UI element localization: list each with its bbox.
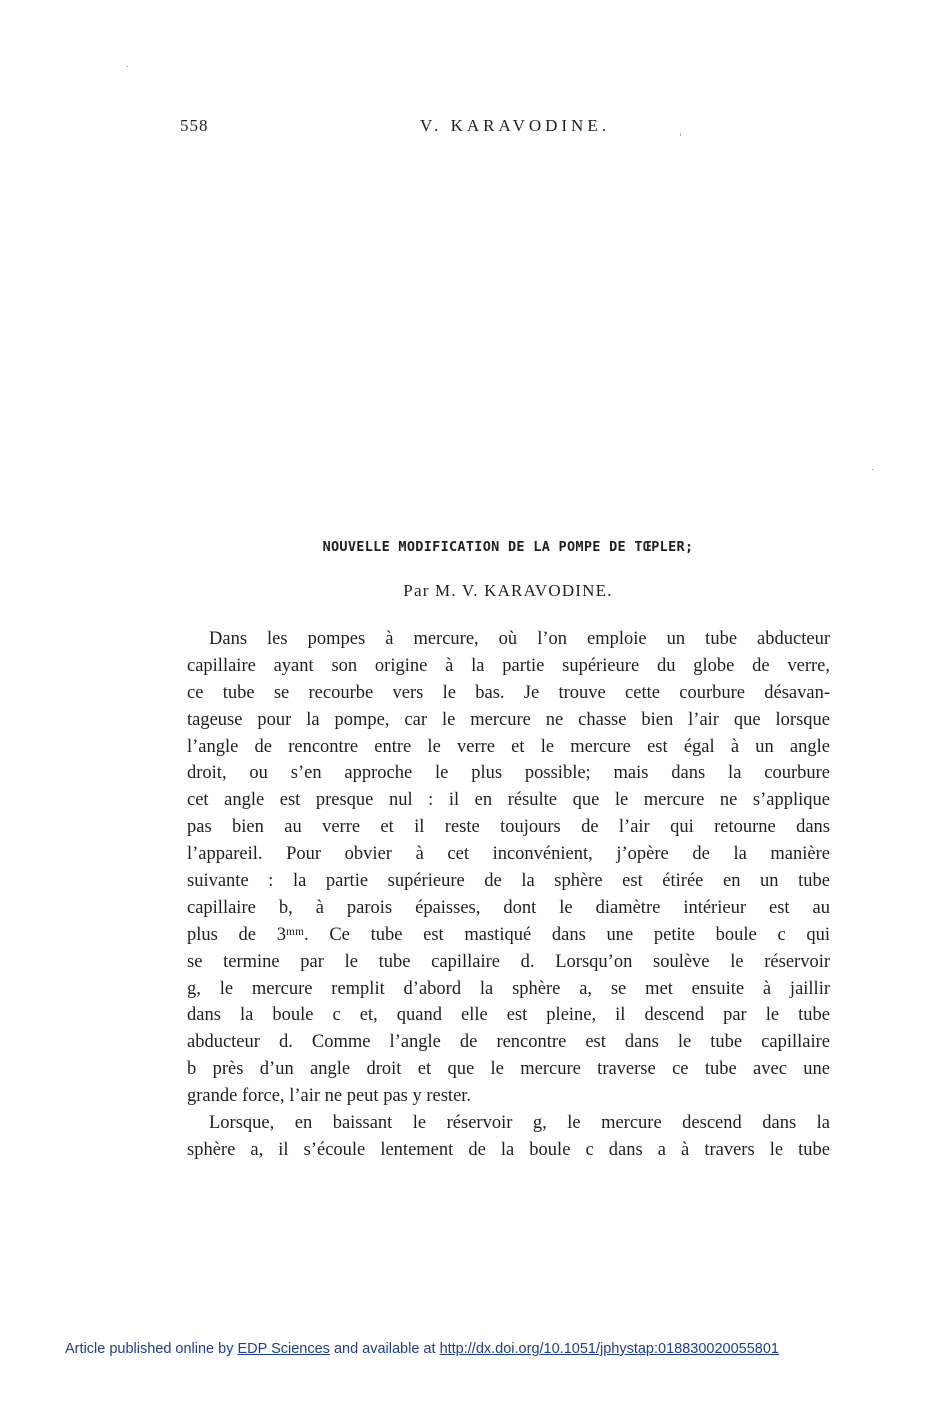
running-head bbox=[0, 116, 930, 140]
article-body bbox=[187, 626, 830, 1164]
body-line: ce tube se recourbe vers le bas. Je trouve cette courbure désavan- bbox=[187, 682, 830, 703]
notice-prefix: Article published online by bbox=[65, 1341, 238, 1357]
body-line: grande force, l’air ne peut pas y rester. bbox=[187, 1086, 472, 1107]
body-line: g, le mercure remplit d’abord la sphère a, se met ensuite à jaillir bbox=[187, 978, 830, 999]
publication-notice bbox=[65, 1341, 779, 1357]
body-line: capillaire ayant son origine à la partie supérieure du globe de verre, bbox=[187, 655, 830, 676]
author-byline: Par M. V. KARAVODINE. bbox=[403, 581, 613, 600]
page-number: 558 bbox=[180, 116, 209, 135]
body-line: suivante : la partie supérieure de la sphère est étirée en un tube bbox=[187, 871, 830, 892]
body-line: plus de 3ᵐᵐ. Ce tube est mastiqué dans une petite boule c qui bbox=[187, 924, 830, 945]
body-line: pas bien au verre et il reste toujours de l’air qui retourne dans bbox=[187, 817, 830, 838]
body-line: droit, ou s’en approche le plus possible; mais dans la courbure bbox=[187, 763, 830, 784]
publisher-link[interactable]: EDP Sciences bbox=[237, 1341, 330, 1357]
scan-speck bbox=[126, 66, 128, 67]
body-line: Lorsque, en baissant le réservoir g, le mercure descend dans la bbox=[209, 1113, 830, 1134]
body-line: cet angle est presque nul : il en résulte que le mercure ne s’applique bbox=[187, 790, 830, 811]
body-line: sphère a, il s’écoule lentement de la boule c dans a à travers le tube bbox=[187, 1139, 830, 1160]
body-line: b près d’un angle droit et que le mercure traverse ce tube avec une bbox=[187, 1059, 830, 1080]
body-line: abducteur d. Comme l’angle de rencontre est dans le tube capillaire bbox=[187, 1032, 830, 1053]
body-line: l’appareil. Pour obvier à cet inconvénient, j’opère de la manière bbox=[187, 844, 830, 865]
body-line: tageuse pour la pompe, car le mercure ne chasse bien l’air que lorsque bbox=[187, 709, 830, 730]
body-line: dans la boule c et, quand elle est pleine, il descend par le tube bbox=[187, 1005, 830, 1026]
body-line: Dans les pompes à mercure, où l’on emploie un tube abducteur bbox=[209, 629, 830, 649]
body-line: capillaire b, à parois épaisses, dont le diamètre intérieur est au bbox=[187, 897, 830, 918]
scan-speck bbox=[872, 469, 874, 470]
body-line: se termine par le tube capillaire d. Lorsqu’on soulève le réservoir bbox=[187, 951, 830, 972]
body-line: l’angle de rencontre entre le verre et le mercure est égal à un angle bbox=[187, 736, 830, 757]
notice-middle: and available at bbox=[329, 1341, 440, 1357]
running-title: V. KARAVODINE. bbox=[420, 116, 610, 135]
doi-link[interactable]: http://dx.doi.org/10.1051/jphystap:018830020055801 bbox=[439, 1341, 779, 1357]
article-title: NOUVELLE MODIFICATION DE LA POMPE DE TŒPLER; bbox=[322, 539, 694, 555]
